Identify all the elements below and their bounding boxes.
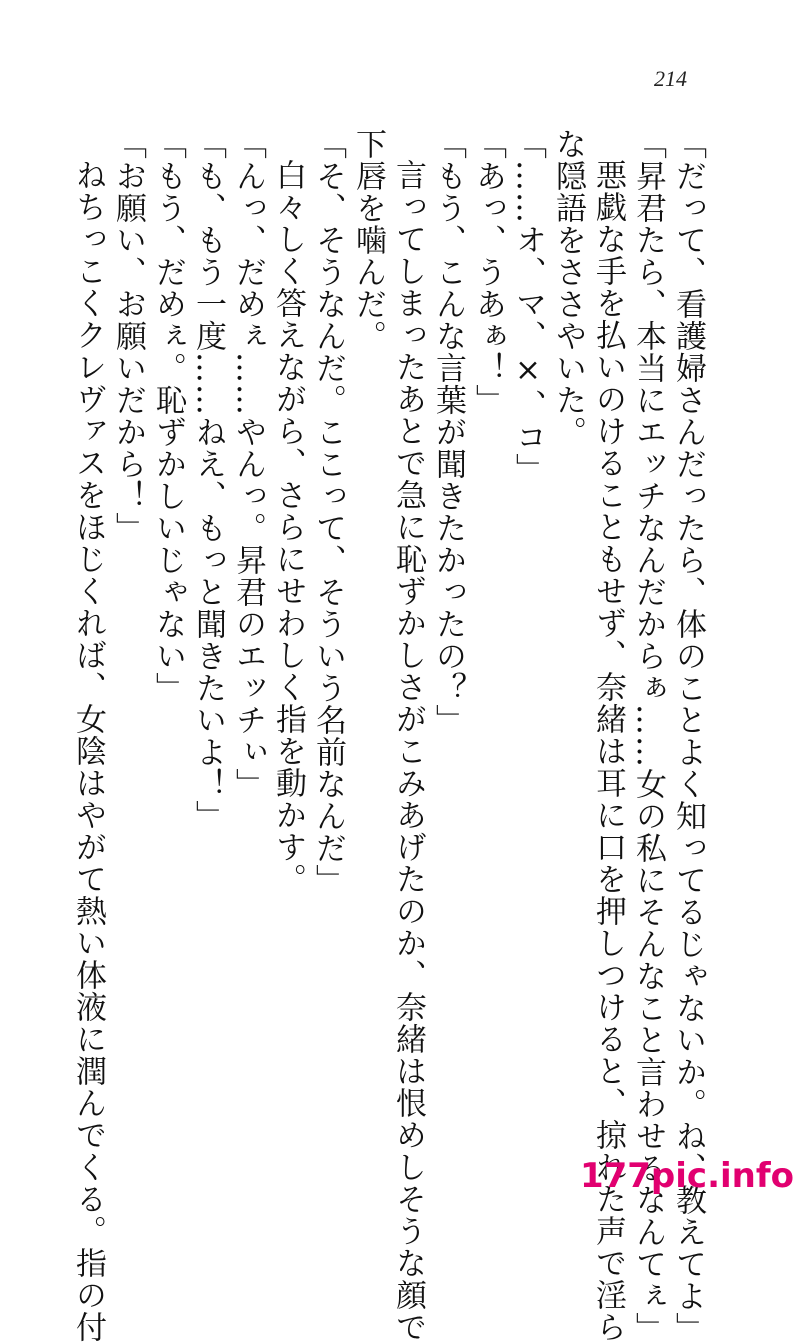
text-line-5: 「……オ、マ、×、コ」	[510, 128, 546, 485]
text-line-12: 「んっ、だめぇ……やんっ。昇君のエッチぃ」	[230, 128, 266, 800]
text-line-11: 白々しく答えながら、さらにせわしく指を動かす。	[270, 159, 306, 895]
text-line-1: 「だって、看護婦さんだったら、体のことよく知ってるじゃないか。ね、教えてよ」	[670, 128, 706, 1344]
text-line-14: 「もう、だめぇ。恥ずかしいじゃない」	[150, 128, 186, 704]
text-line-9: 下唇を噛んだ。	[350, 128, 386, 352]
text-line-2: 「昇君たら、本当にエッチなんだからぁ……女の私にそんなこと言わせるなんてぇ」	[630, 128, 666, 1344]
text-line-4: な隠語をささやいた。	[550, 128, 586, 448]
page-number: 214	[654, 66, 687, 91]
text-line-13: 「も、もう一度……ねえ、もっと聞きたいよ！」	[190, 128, 226, 832]
text-line-15: 「お願い、お願いだから！」	[110, 128, 146, 544]
text-line-3: 悪戯な手を払いのけることもせず、奈緒は耳に口を押しつけると、掠れた声で淫ら	[590, 159, 626, 1343]
watermark: 177pic.info	[579, 1156, 794, 1196]
text-line-6: 「あっ、うあぁ！」	[470, 128, 506, 416]
text-line-8: 言ってしまったあとで急に恥ずかしさがこみあげたのか、奈緒は恨めしそうな顔で	[390, 159, 426, 1343]
text-line-7: 「もう、こんな言葉が聞きたかったの？」	[430, 128, 466, 736]
text-line-10: 「そ、そうなんだ。ここって、そういう名前なんだ」	[310, 128, 346, 896]
text-line-16: ねちっこくクレヴァスをほじくれば、女陰はやがて熱い体液に潤んでくる。指の付	[70, 159, 106, 1343]
